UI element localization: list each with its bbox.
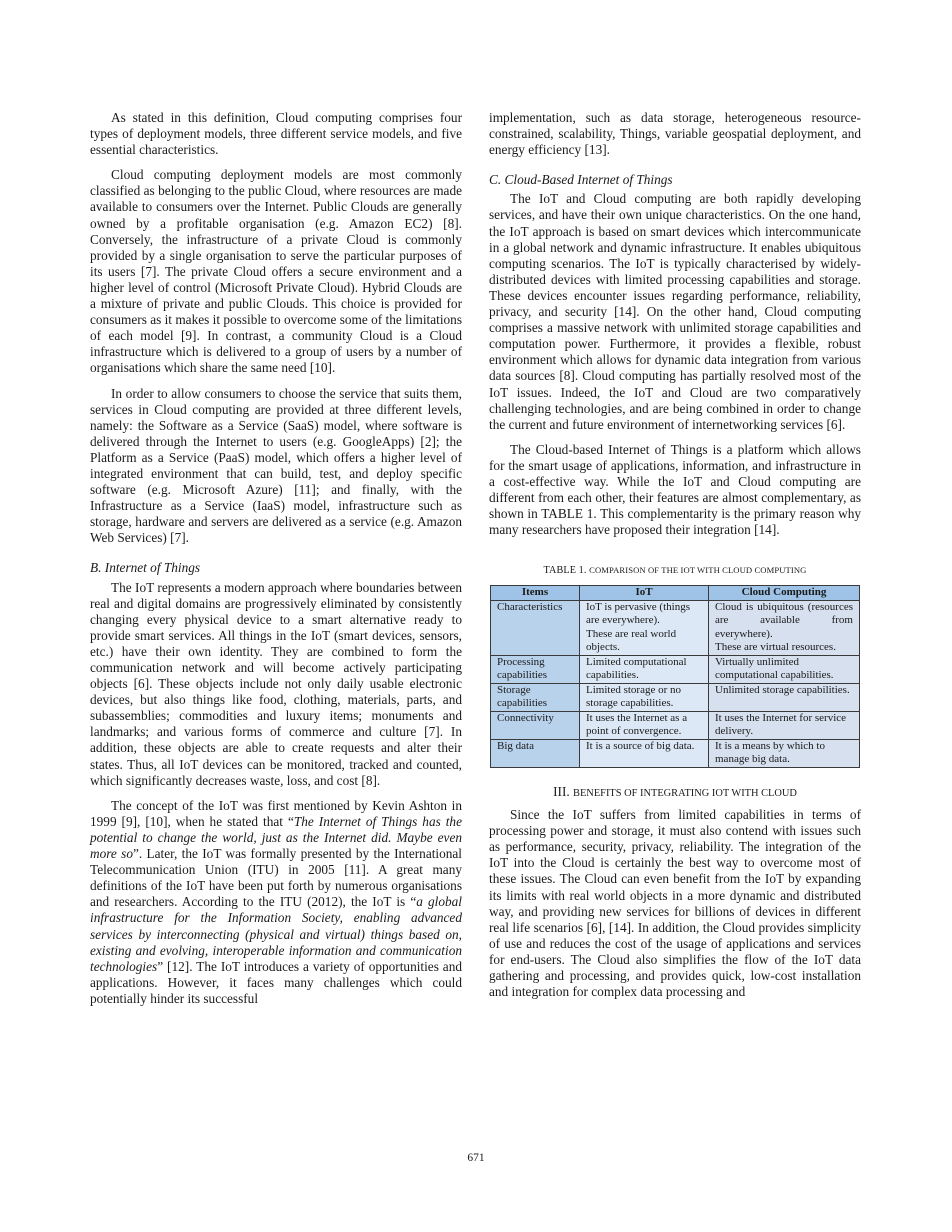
- page-number: 671: [467, 1152, 485, 1164]
- paragraph-deployment-intro: As stated in this definition, Cloud computing comprises four types of deployment models, three different service models, and five essential characteristics.: [90, 110, 462, 158]
- cell-item: Connectivity: [491, 711, 580, 739]
- table-row: [491, 600, 860, 655]
- header-cloud-computing: Cloud Computing: [709, 586, 860, 601]
- cell-iot: Limited storage or no storage capabilities.: [580, 683, 709, 711]
- paragraph-service-models: In order to allow consumers to choose the service that suits them, services in Cloud computing are provided at three different levels, namely: the Software as a Service (SaaS) model, where software is delivered through the Internet to users (e.g. GoogleApps) [2]; the Platform as a Service (PaaS) model, which offers a higher level of integrated environment that can build, test, and deploy specific software (e.g. Microsoft Azure) [11]; and finally, with the Infrastructure as a Service (IaaS) model, infrastructure such as storage, hardware and servers are delivered as a service (e.g. Amazon Web Services) [7].: [90, 385, 462, 546]
- right-column: [489, 110, 861, 1009]
- heading-cloud-based-iot: C. Cloud-Based Internet of Things: [489, 172, 673, 188]
- paragraph-iot-challenges-cont: implementation, such as data storage, heterogeneous resource-constrained, scalability, Things, variable geospatial deployment, and energy efficiency [13].: [489, 110, 861, 158]
- header-items: Items: [491, 586, 580, 601]
- paragraph-benefits: Since the IoT suffers from limited capabilities in terms of processing power and storage, it must also contend with issues such as performance, security, privacy, reliability. The integration of the IoT into the Cloud is certainly the best way to overcome most of these issues. The Cloud can even benefit from the IoT by expanding its limits with real world objects in a more dynamic and distributed way, and providing new services for billions of devices in different real life scenarios [6], [14]. In addition, the Cloud provides simplicity of use and reduces the cost of the usage of applications and services for end-users. The Cloud also simplifies the flow of the IoT data gathering and processing, and provides quick, low-cost installation and integration for complex data processing and: [489, 807, 861, 1000]
- cell-cloud-line: These are virtual resources.: [715, 641, 836, 654]
- iot-concept-text-b: ”. Later, the IoT was formally presented by the International Telecommunication Union (ITU) in 2005 [11]. A great many definitions of the IoT have been put forth by numerous organisations and researchers. According to the ITU (2012), the IoT is “: [90, 846, 463, 910]
- left-column: [90, 110, 462, 1016]
- paragraph-iot-overview: The IoT represents a modern approach where boundaries between real and digital domains are progressively eliminated by consistently changing every physical device to a smart alternative ready to provide smart services. All things in the IoT (smart devices, sensors, etc.) have their own identity. They are combined to form the communication network and will become actively participating objects [6]. These objects include not only daily usable electronic devices, but also things like food, clothing, materials, parts, and subassemblies; commodities and luxury items; monuments and landmarks; and various forms of commerce and culture [7]. In addition, these objects are able to create requests and alter their states. Thus, all IoT devices can be monitored, tracked and counted, which significantly decreases waste, loss, and cost [8].: [90, 579, 462, 788]
- cell-iot-line: These are real world objects.: [586, 627, 677, 654]
- table-caption: [489, 562, 861, 579]
- cell-iot-line: IoT is pervasive (things are everywhere).: [586, 600, 690, 627]
- cell-iot: It is a source of big data.: [580, 739, 709, 767]
- paragraph-iot-and-cloud: The IoT and Cloud computing are both rapidly developing services, and have their own unique characteristics. On the one hand, the IoT approach is based on smart devices which intercommunicate in a global network and dynamic infrastructure. It enables ubiquitous computing scenarios. The IoT is typically characterised by widely-distributed devices with limited processing capabilities and storage. These devices encounter issues regarding performance, reliability, privacy, and security [14]. On the other hand, Cloud computing comprises a massive network with unlimited storage capabilities and computation power. Furthermore, it provides a flexible, robust environment which allows for dynamic data integration from various data sources [8]. Cloud computing has partially resolved most of the IoT issues. Indeed, the IoT and Cloud are two comparatively challenging technologies, and are being combined in order to change the current and future environment of internetworking services [6].: [489, 191, 861, 432]
- cell-cloud: Unlimited storage capabilities.: [709, 683, 860, 711]
- table-row: [491, 711, 860, 739]
- table-caption-label: TABLE 1.: [543, 565, 590, 577]
- section-title: BENEFITS OF INTEGRATING IOT WITH CLOUD: [573, 787, 797, 799]
- table-row: [491, 739, 860, 767]
- itu-definition-quote: a global infrastructure for the Information Society, enabling advanced services by interconnecting (physical and virtual) things based on, existing and evolving, interoperable information and communication technologies: [90, 894, 462, 974]
- cell-cloud: It is a means by which to manage big data.: [709, 739, 860, 767]
- cell-iot: Limited computational capabilities.: [580, 655, 709, 683]
- heading-internet-of-things: B. Internet of Things: [90, 560, 201, 576]
- table-row: [491, 655, 860, 683]
- table-header-row: [491, 586, 860, 601]
- iot-concept-text-a: The concept of the IoT was first mentioned by Kevin Ashton in 1999 [9], [10], when he stated that “: [90, 797, 462, 829]
- section-heading-benefits: [489, 784, 861, 802]
- table-caption-title: COMPARISON OF THE IOT WITH CLOUD COMPUTING: [589, 565, 807, 576]
- cell-cloud: Virtually unlimited computational capabilities.: [709, 655, 860, 683]
- comparison-table: [490, 585, 860, 768]
- paragraph-cloud-based-iot-platform: The Cloud-based Internet of Things is a platform which allows for the smart usage of applications, information, and infrastructure in a cost-effective way. While the IoT and Cloud computing are different from each other, their features are almost complementary, as shown in TABLE 1. This complementarity is the primary reason why many researchers have proposed their integration [14].: [489, 441, 861, 538]
- ashton-quote: The Internet of Things has the potential to change the world, just as the Internet did. Maybe even more so: [90, 813, 462, 862]
- paragraph-deployment-models: Cloud computing deployment models are most commonly classified as belonging to the public Cloud, where resources are made available to consumers over the Internet. Public Clouds are generally owned by a profitable organisation (e.g. Amazon EC2) [8]. Conversely, the infrastructure of a private Cloud is commonly provided by a single organisation to serve the particular purposes of its users [7]. The private Cloud offers a secure environment and a higher level of control (Microsoft Private Cloud). Hybrid Clouds are a mixture of private and public Clouds. This choice is provided for consumers as it makes it possible to overcome some of the limitations of each model [9]. In contrast, a community Cloud is a Cloud infrastructure which is delivered to a group of users by a number of organisations which share the same need [10].: [90, 167, 462, 376]
- cell-cloud: It uses the Internet for service delivery.: [709, 711, 860, 739]
- section-number: III.: [553, 783, 574, 799]
- cell-item: Storage capabilities: [491, 683, 580, 711]
- cell-iot: It uses the Internet as a point of convergence.: [580, 711, 709, 739]
- table-row: [491, 683, 860, 711]
- cell-item: Characteristics: [491, 600, 580, 655]
- paragraph-iot-concept: [90, 798, 462, 1007]
- header-iot: IoT: [580, 586, 709, 601]
- cell-cloud-line: Cloud is ubiquitous (resources are available from everywhere).: [715, 600, 853, 640]
- cell-iot: [580, 600, 709, 655]
- cell-cloud: [709, 600, 860, 655]
- iot-concept-text-c: ” [12]. The IoT introduces a variety of opportunities and applications. However, it faces many challenges which could potentially hinder its successful: [90, 958, 462, 1006]
- cell-item: Big data: [491, 739, 580, 767]
- cell-item: Processing capabilities: [491, 655, 580, 683]
